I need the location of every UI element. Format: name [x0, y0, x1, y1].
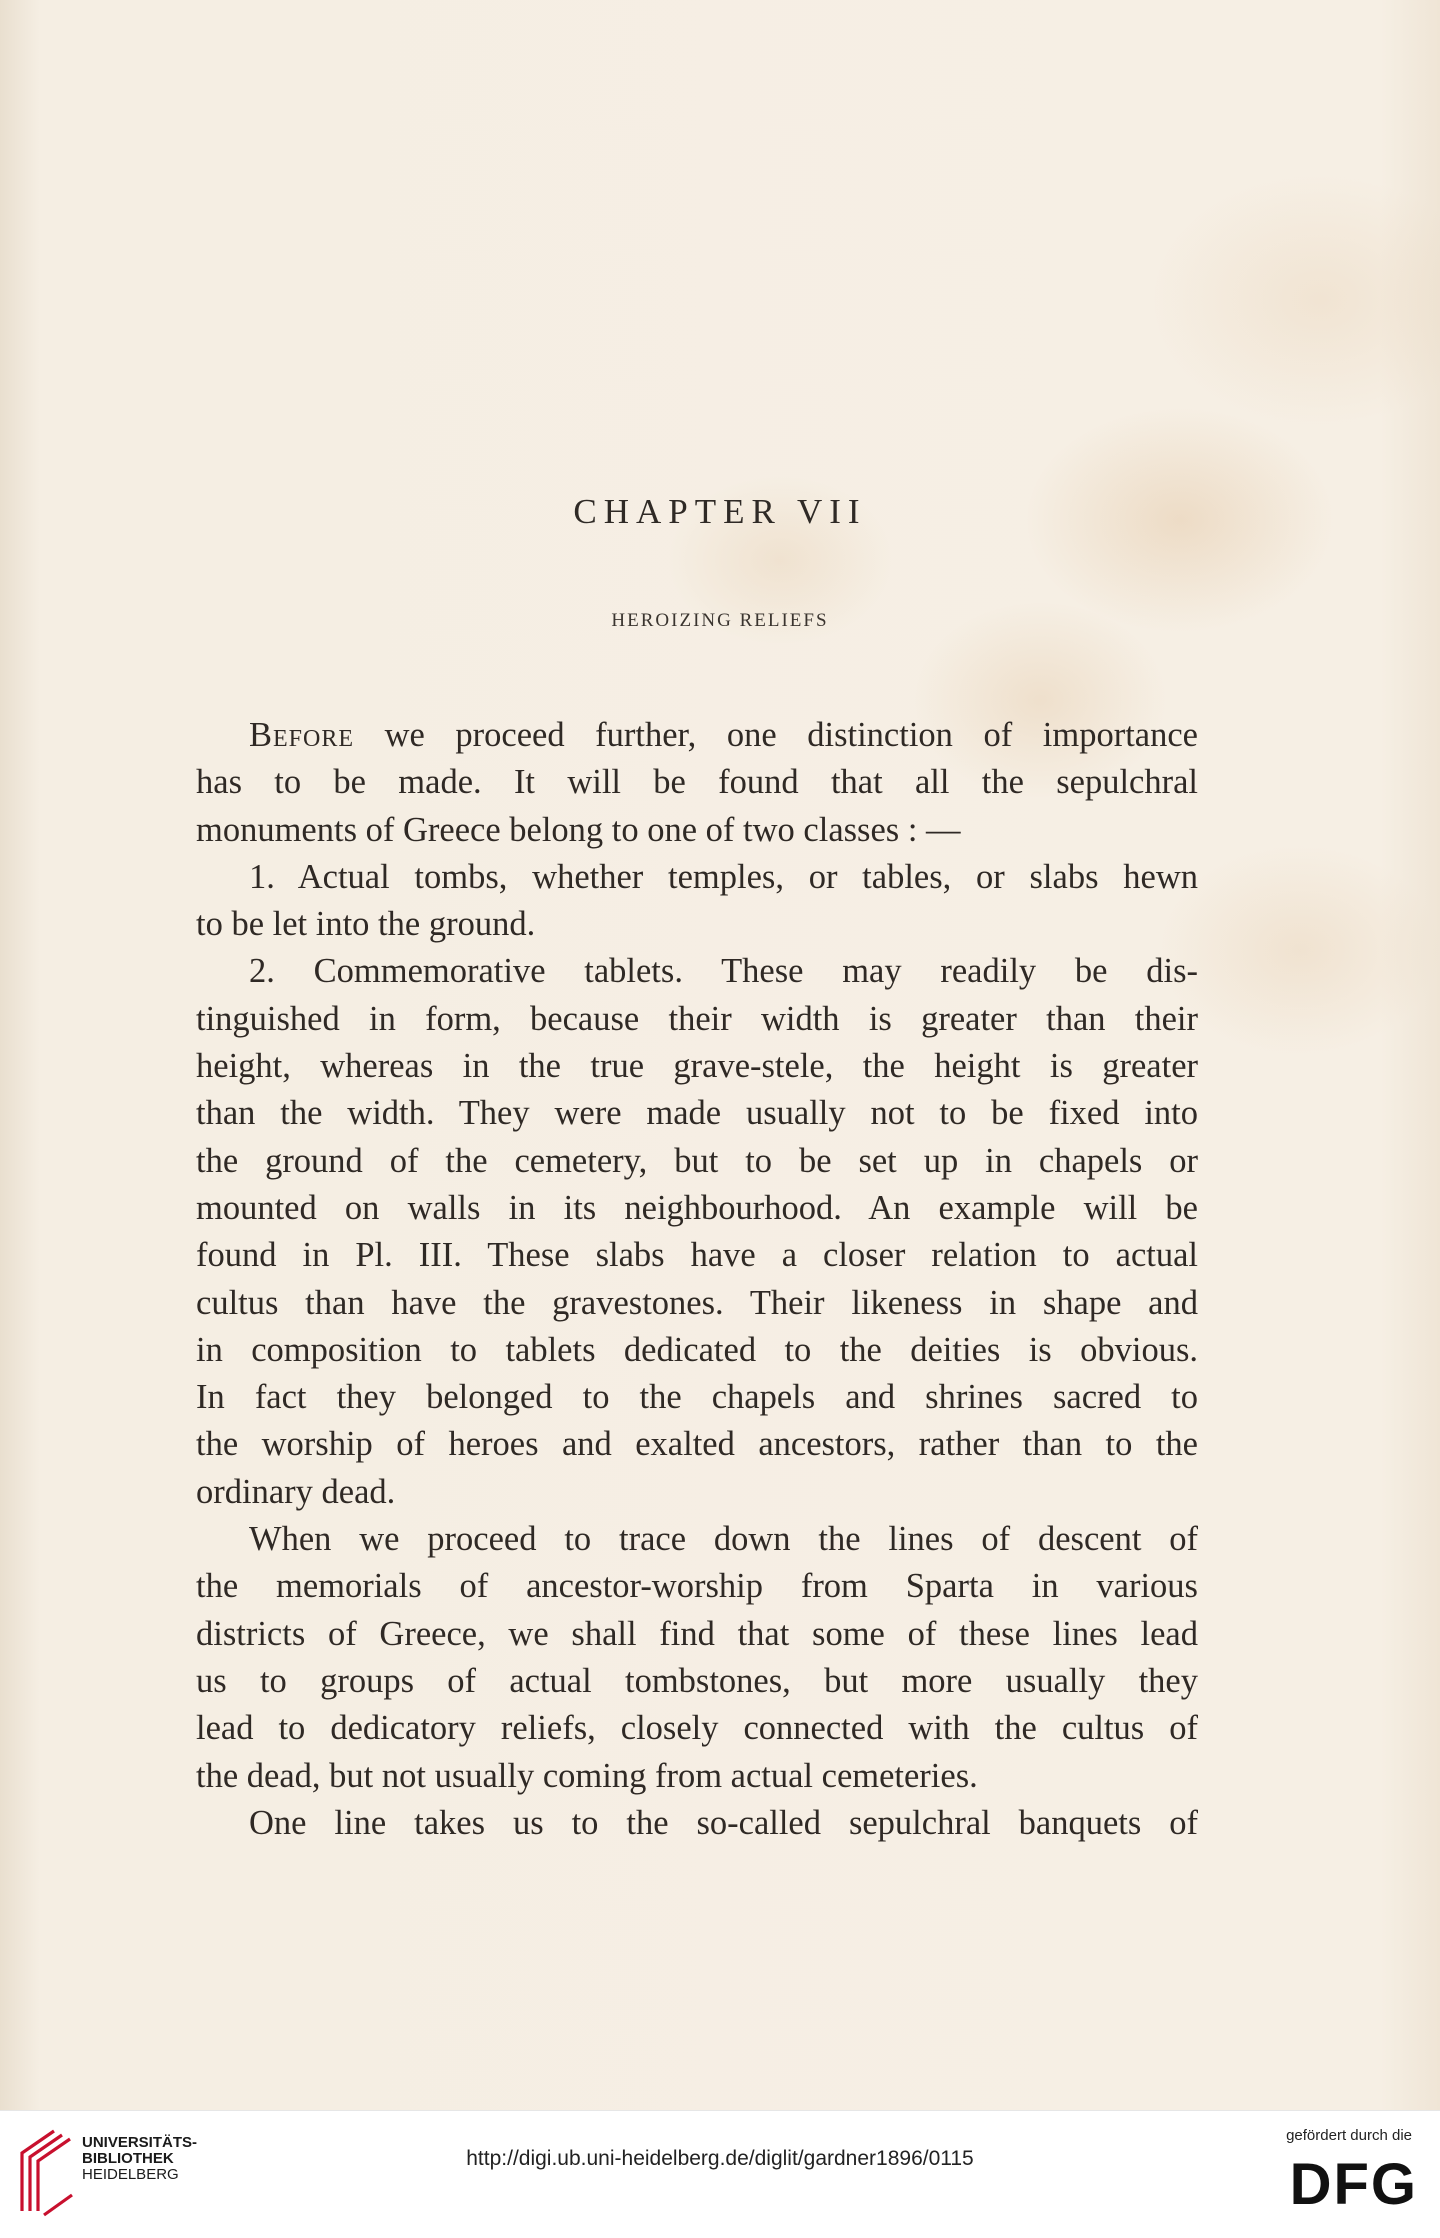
body-text — [196, 712, 1198, 1847]
text-line: the ground of the cemetery, but to be set up in chapels or — [196, 1141, 1198, 1180]
text-line: to be let into the ground. — [196, 905, 536, 944]
permalink-url[interactable]: http://digi.ub.uni-heidelberg.de/diglit/gardner1896/0115 — [466, 2147, 974, 2170]
text-line: In fact they belonged to the chapels and shrines sacred to — [196, 1378, 1198, 1417]
chapter-title: CHAPTER VII — [573, 492, 867, 531]
library-name: UNIVERSITÄTS- BIBLIOTHEK HEIDELBERG — [82, 2134, 198, 2183]
text-line: in composition to tablets dedicated to the deities is obvious. — [196, 1330, 1198, 1369]
text-line: height, whereas in the true grave-stele, the height is greater — [196, 1047, 1198, 1086]
text-line: One line takes us to the so-called sepulchral banquets of — [249, 1803, 1198, 1842]
text-line: 1. Actual tombs, whether temples, or tables, or slabs hewn — [249, 857, 1198, 896]
text-line: has to be made. It will be found that all the sepulchral — [196, 763, 1198, 802]
text-line: us to groups of actual tombstones, but more usually they — [196, 1661, 1198, 1700]
text-line: When we proceed to trace down the lines of descent of — [249, 1520, 1198, 1559]
text-line: than the width. They were made usually not to be fixed into — [196, 1094, 1198, 1133]
text-line: the worship of heroes and exalted ancestors, rather than to the — [196, 1425, 1198, 1464]
text-line: Before we proceed further, one distinction of importance — [249, 716, 1198, 754]
text-line: found in Pl. III. These slabs have a closer relation to actual — [196, 1236, 1198, 1275]
text-line: cultus than have the gravestones. Their likeness in shape and — [196, 1283, 1198, 1322]
text-line: the memorials of ancestor-worship from Sparta in various — [196, 1567, 1198, 1606]
text-line: 2. Commemorative tablets. These may readily be dis- — [249, 952, 1198, 991]
text-line: mounted on walls in its neighbourhood. An example will be — [196, 1188, 1198, 1227]
text-line: districts of Greece, we shall find that some of these lines lead — [196, 1614, 1198, 1653]
funding-label: gefördert durch die — [1286, 2127, 1412, 2144]
text-line: ordinary dead. — [196, 1472, 396, 1511]
university-library-logo-icon — [14, 2123, 76, 2219]
dfg-logo: DFG — [1289, 2152, 1418, 2217]
chapter-subtitle: HEROIZING RELIEFS — [611, 610, 829, 631]
text-line: lead to dedicatory reliefs, closely connected with the cultus of — [196, 1709, 1198, 1748]
text-line: tinguished in form, because their width is greater than their — [196, 999, 1198, 1038]
viewer-footer — [0, 2110, 1440, 2238]
text-line: monuments of Greece belong to one of two classes : — — [196, 810, 961, 849]
text-line: the dead, but not usually coming from actual cemeteries. — [196, 1756, 978, 1795]
first-word: Before — [249, 716, 355, 754]
